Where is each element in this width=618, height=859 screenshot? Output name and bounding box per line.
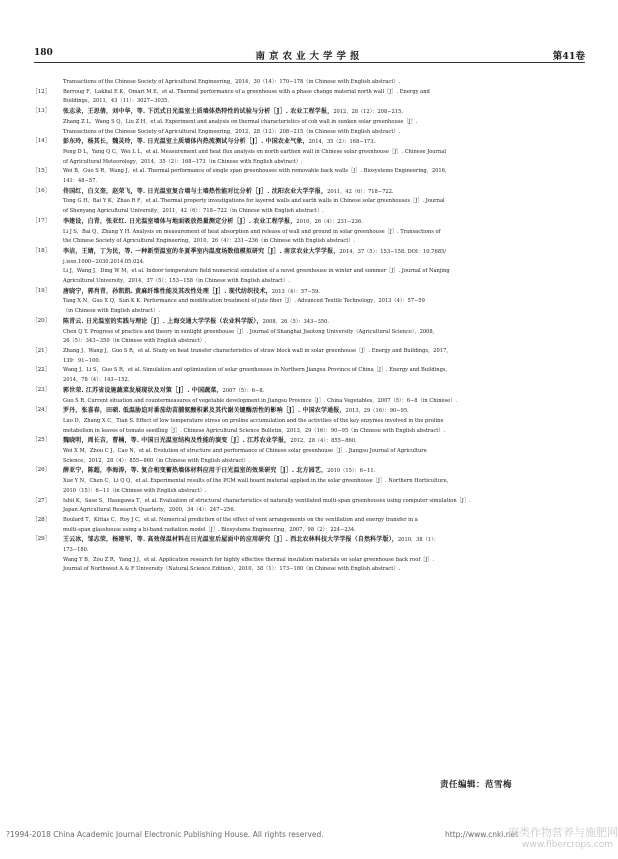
reference-line: 139：91−100. xyxy=(63,357,101,364)
reference-number: ［18］ xyxy=(32,247,51,254)
reference-item xyxy=(32,436,580,466)
reference-line: 2010，26（4）：231−236. xyxy=(296,218,363,225)
reference-number: ［24］ xyxy=(32,407,51,414)
reference-line: 2011，42（6）：718−722. xyxy=(327,188,394,195)
reference-line: Ishii K，Sase S，Hasegawa T，et al. Evaluation of structural characteristics of naturally ventilated multi-span greenhouses using computer simulation［J］. xyxy=(63,497,471,504)
reference-number: ［26］ xyxy=(32,467,51,474)
watermark-chinese: 麻类作物营养与施肥网 xyxy=(508,826,618,839)
reference-item xyxy=(32,287,580,317)
reference-line: Xue Y N，Chen C，Li Q Q，et al. Experimental results of the PCM wall board material applied in the solar greenhouse［J］. Northern Horticulture， xyxy=(63,478,452,485)
reference-item xyxy=(32,247,580,287)
watermark-url: www.fibercrops.com xyxy=(522,840,613,850)
reference-chinese-citation: 彭东玲，杨其长，魏灵玲，等. 日光温室土质墙体内热流测试与分析［J］. 中国农业气象， xyxy=(63,138,309,146)
reference-line: Peng D L，Yang Q C，Wei L L，et al. Measurement and heat flux analysis on north earthen wall in Chinese solar greenhouse［J］. Chinese Journal xyxy=(63,148,447,155)
reference-line: Guo S R. Current situation and countermeasures of vegetable development in Jiangsu Province［J］. China Vegetables，2007（5）：6−8（in Chinese）. xyxy=(63,397,457,404)
reference-number: ［15］ xyxy=(32,168,51,175)
reference-number: ［19］ xyxy=(32,287,51,294)
reference-line: Wei B，Guo S R，Wang J，et al. Thermal performance of single span greenhouses with removable back walls［J］. Biosystems Engineering，2016， xyxy=(63,168,451,175)
reference-line: Wei X M，Zhou C J，Cao N，et al. Evolution of structure and performance of Chinese solar greenhouse［J］. Jiangsu Journal of Agriculture xyxy=(63,448,427,455)
reference-item xyxy=(32,217,580,247)
reference-chinese-citation: 陈青云. 日光温室的实践与理论［J］. 上海交通大学学报（农业科学版）， xyxy=(63,317,263,325)
reference-line: of Agricultural Meteorology，2014，35（2）：168−173（in Chinese with English abstract）. xyxy=(63,158,303,165)
reference-line: 2013（4）：57−59. xyxy=(271,288,320,295)
reference-line: metabolism in leaves of tomato seedling［J］. Chinese Agricultural Science Bulletin，2013，29（16）：90−95（in Chinese with English abstract）. xyxy=(63,427,446,434)
reference-chinese-citation: 唐晓宁，郭肖青，孙凯凯. 黄麻纤维性能及其改性处理［J］. 现代纺织技术， xyxy=(63,287,272,295)
reference-line: 2010（15）：6−11（in Chinese with English abstract）. xyxy=(63,487,207,494)
reference-item xyxy=(32,535,580,575)
reference-line: Berroug F，Lakhal E K，Omari M E，et al. Thermal performance of a greenhouse with a phase change material north wall［J］. Energy and xyxy=(63,88,430,95)
reference-line: Zhang Z L，Wang S Q，Liu Z H，et al. Experiment and analysis on thermal characteristics of cob wall in sunken solar greenhouse［J］. xyxy=(63,118,418,125)
reference-line: of Shenyang Agricultural University，2011，42（6）：718−722（in Chinese with English abstract）. xyxy=(63,208,324,215)
reference-line: 2013，29（16）：90−95. xyxy=(345,408,409,415)
reference-item xyxy=(32,187,580,217)
responsible-editor: 责任编辑：范雪梅 xyxy=(440,780,513,790)
reference-line: Transactions of the Chinese Society of Agricultural Engineering，2014，30（14）：170−178（in Chinese with English abstract）. xyxy=(63,79,401,85)
reference-line: Wang Y B，Zou Z R，Yang J J，et al. Application research for highly effective thermal insulation materials on solar greenhouse back roof［J］. xyxy=(63,556,435,563)
reference-line: 2012，28（4）：855−860. xyxy=(290,438,357,445)
reference-line: （in Chinese with English abstract）. xyxy=(63,308,160,315)
reference-chinese-citation: 佟国红，白义奎，赵荣飞，等. 日光温室复合墙与土墙热性能对比分析［J］. 沈阳农业大学学报， xyxy=(63,187,328,195)
reference-number: ［22］ xyxy=(32,367,51,374)
reference-line: Japan Agricultural Research Quarterly，2000，34（4）：247−256. xyxy=(63,507,236,514)
reference-line: 2010，38（1）： xyxy=(397,537,439,544)
reference-line: 26（5）：343−350（in Chinese with English abstract）. xyxy=(63,338,207,345)
reference-line: j.issn.1000−2030.2014.05.024. xyxy=(63,258,145,265)
volume-label: 第41卷 xyxy=(552,51,585,62)
reference-item xyxy=(32,466,580,496)
reference-number: ［23］ xyxy=(32,386,51,393)
page-number: 180 xyxy=(34,48,53,58)
page-header xyxy=(34,48,585,63)
reference-number: ［29］ xyxy=(32,536,51,543)
reference-item xyxy=(32,347,580,366)
copyright-notice: ?1994-2018 China Academic Journal Electronic Publishing House. All rights reserved. xyxy=(6,830,324,839)
reference-number: ［16］ xyxy=(32,187,51,194)
reference-item xyxy=(32,497,580,516)
reference-line: multi-span glasshouse using a bi-band radiation model［J］. Biosystems Engineering，2007，98（2）：224−234. xyxy=(63,526,356,533)
reference-line: Boulard T，Kittas C，Roy J C，et al. Numerical prediction of the effect of vent arrangements on the ventilation and energy transfer in a xyxy=(63,516,418,523)
reference-line: 173−180. xyxy=(63,547,89,554)
reference-number: ［20］ xyxy=(32,317,51,324)
reference-list xyxy=(32,78,580,575)
reference-line: 141：48−57. xyxy=(63,178,97,185)
reference-line: Zhang J，Wang J，Guo S R，et al. Study on heat transfer characteristics of straw block wall in solar greenhouse［J］. Energy and Buildings，2017， xyxy=(63,347,452,354)
reference-number: ［17］ xyxy=(32,217,51,224)
reference-item xyxy=(32,406,580,436)
reference-line: Li J，Wang J，Ding W M，et al. Indoor temperature field numerical simulation of a novel greenhouse in winter and summer［J］. Journal of Nanjing xyxy=(63,268,450,275)
reference-line: 2008，26（5）：343−350. xyxy=(262,318,330,325)
reference-line: Luo D，Zhang X C，Tian S. Effect of low temperature stress on proline accumulation and the activities of the key enzymes involved in the proline xyxy=(63,417,444,424)
footer-url[interactable]: http://www.cnki.net xyxy=(445,830,519,839)
reference-number: ［25］ xyxy=(32,437,51,444)
reference-line: Buildings，2011，43（11）：3027−3035. xyxy=(63,98,169,105)
reference-chinese-citation: 李建设，白青，张亚红. 日光温室墙体与地面吸放热量测定分析［J］. 农业工程学报， xyxy=(63,217,297,225)
reference-item xyxy=(46,78,580,88)
reference-number: ［14］ xyxy=(32,138,51,145)
reference-chinese-citation: 罗丹，张喜春，田硕. 低温胁迫对番茄幼苗脯氨酸积累及其代谢关键酶活性的影响［J］. 中国农学通报， xyxy=(63,407,346,415)
reference-line: 2007（5）：6−8. xyxy=(222,387,265,394)
reference-line: Wang J，Li S，Guo S R，et al. Simulation and optimization of solar greenhouses in Northern Jiangsu Province of China［J］. Energy and Buildings， xyxy=(63,367,451,374)
reference-line: Tong G H，Bai Y K，Zhao R F，et al. Thermal property investigations for layered walls and earth walls in Chinese solar greenhouses［J］. Journal xyxy=(63,198,445,205)
reference-line: Agricultural University，2014，37（5）：153−158（in Chinese with English abstract）. xyxy=(63,278,290,285)
reference-line: Transactions of the Chinese Society of Agricultural Engineering，2012，28（12）：208−215（in Chinese with English abstract）. xyxy=(63,128,401,135)
reference-line: Journal of Northwest A & F University（Natural Science Edition），2010，38（1）：173−180（in Chinese with English abstract）. xyxy=(63,566,401,573)
reference-line: 2014，78（4）：143−152. xyxy=(63,377,130,384)
reference-number: ［27］ xyxy=(32,497,51,504)
reference-chinese-citation: 薛亚宁，陈超，李海涛，等. 复合相变蓄热墙体材料应用于日光温室的效果研究［J］. 北方园艺， xyxy=(63,467,328,475)
reference-line: 2012，28（12）：208−215. xyxy=(333,109,403,116)
reference-line: Li J S，Bai Q，Zhang Y H. Analysis on measurement of heat absorption and release of wall and ground in solar greenhouse［J］. Transactions of xyxy=(63,228,441,235)
reference-item xyxy=(32,516,580,535)
reference-item xyxy=(32,88,580,107)
reference-item xyxy=(32,317,580,347)
reference-item xyxy=(32,137,580,167)
reference-chinese-citation: 王云冰，邹志荣，杨建军，等. 高效保温材料在日光温室后屋面中的应用研究［J］. 西北农林科技大学学报（自然科学版）， xyxy=(63,536,398,544)
reference-item xyxy=(32,366,580,385)
reference-line: 2014，35（2）：168−173. xyxy=(308,139,376,146)
reference-line: Chen Q Y. Progress of practice and theory in sunlight greenhouse［J］. Journal of Shanghai Jiaotong University（Agricultural Science），2008， xyxy=(63,328,438,335)
reference-line: Science，2012，28（4）：855−860（in Chinese with English abstract）. xyxy=(63,457,251,464)
reference-item xyxy=(32,107,580,137)
reference-number: ［13］ xyxy=(32,108,51,115)
reference-chinese-citation: 张志录，王思倩，刘中华，等. 下沉式日光温室土质墙体热特性的试验与分析［J］. 农业工程学报， xyxy=(63,108,334,116)
reference-chinese-citation: 魏晓明，周长吉，曹楠，等. 中国日光温室结构及性能的演变［J］. 江苏农业学报， xyxy=(63,437,291,445)
reference-number: ［28］ xyxy=(32,516,51,523)
reference-item xyxy=(32,167,580,186)
reference-line: 2010（15）：6−11. xyxy=(327,468,376,475)
reference-line: 2014，37（5）：153−158. DOI：10.7685/ xyxy=(339,248,446,255)
reference-line: Tang X N，Guo X Q，Sun K K. Performance and modification treatment of jute fiber［J］. Advanced Textile Technology，2013（4）：57−59 xyxy=(63,298,425,305)
reference-number: ［21］ xyxy=(32,347,51,354)
reference-chinese-citation: 郭世荣. 江苏省设施蔬菜发展现状及对策［J］. 中国蔬菜， xyxy=(63,386,223,394)
reference-chinese-citation: 李洁，王婧，丁为民，等. 一种新型温室的冬夏季室内温度场数值模拟研究［J］. 南京农业大学学报， xyxy=(63,247,340,255)
reference-line: the Chinese Society of Agricultural Engineering，2010，26（4）：231−236（in Chinese with English abstract）. xyxy=(63,238,356,245)
reference-item xyxy=(32,386,580,406)
reference-number: ［12］ xyxy=(32,88,51,95)
journal-title: 南京农业大学学报 xyxy=(255,51,364,62)
